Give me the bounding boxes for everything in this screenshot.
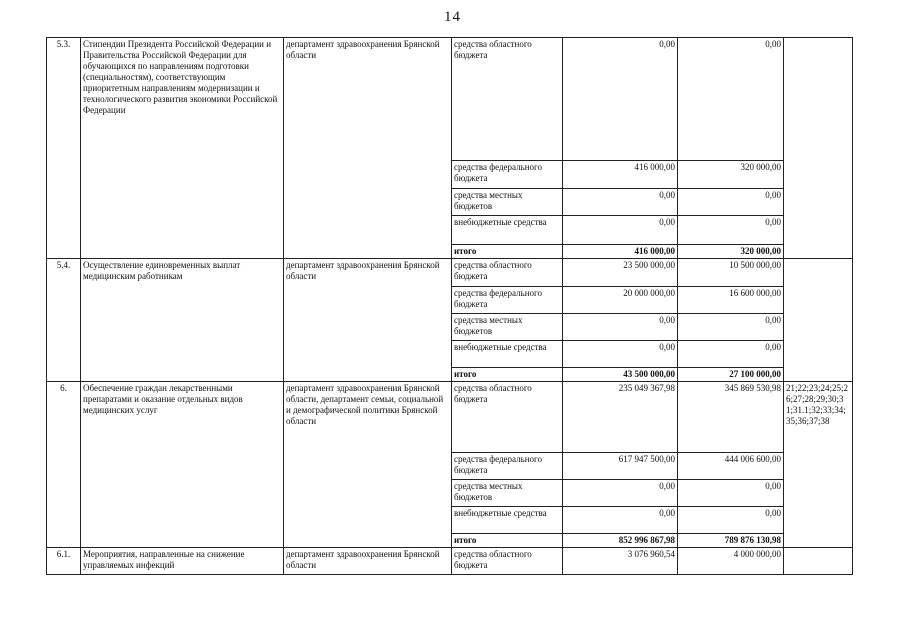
executor: департамент здравоохранения Брянской области	[284, 259, 452, 382]
funding-source: средства федерального бюджета	[452, 161, 563, 189]
amount-year-1-total: 43 500 000,00	[563, 368, 678, 382]
measure-name: Стипендии Президента Российской Федерации и Правительства Российской Федерации для обучающихся по направлениям подготовки (специальностям), соответствующим приоритетным направлениям модернизации и технологического развития экономики Российской Федерации	[81, 38, 284, 259]
amount-year-2-total: 320 000,00	[678, 245, 784, 259]
row-index: 6.	[47, 382, 81, 548]
amount-year-1: 20 000 000,00	[563, 287, 678, 314]
funding-source: внебюджетные средства	[452, 341, 563, 368]
funding-source: средства областного бюджета	[452, 382, 563, 453]
funding-source: внебюджетные средства	[452, 507, 563, 534]
amount-year-1: 0,00	[563, 216, 678, 245]
amount-year-2: 0,00	[678, 189, 784, 216]
amount-year-1: 23 500 000,00	[563, 259, 678, 287]
amount-year-1: 617 947 500,00	[563, 453, 678, 480]
page-number: 14	[444, 9, 461, 25]
amount-year-2: 345 869 530,98	[678, 382, 784, 453]
amount-year-2: 320 000,00	[678, 161, 784, 189]
amount-year-2: 0,00	[678, 314, 784, 341]
amount-year-1: 416 000,00	[563, 161, 678, 189]
amount-year-2: 0,00	[678, 341, 784, 368]
amount-year-1: 3 076 960,54	[563, 548, 678, 575]
indicator-numbers: 21;22;23;24;25;26;27;28;29;30;31;31.1;32;33;34;35;36;37;38	[784, 382, 853, 548]
funding-source-total: итого	[452, 368, 563, 382]
amount-year-1: 0,00	[563, 341, 678, 368]
amount-year-2: 10 500 000,00	[678, 259, 784, 287]
amount-year-1: 0,00	[563, 38, 678, 161]
measure-name: Обеспечение граждан лекарственными препаратами и оказание отдельных видов медицинских услуг	[81, 382, 284, 548]
amount-year-1: 235 049 367,98	[563, 382, 678, 453]
funding-source: средства федерального бюджета	[452, 453, 563, 480]
amount-year-1-total: 416 000,00	[563, 245, 678, 259]
funding-source-total: итого	[452, 245, 563, 259]
amount-year-2: 4 000 000,00	[678, 548, 784, 575]
amount-year-1: 0,00	[563, 189, 678, 216]
measure-name: Осуществление единовременных выплат медицинским работникам	[81, 259, 284, 382]
amount-year-1-total: 852 996 867,98	[563, 534, 678, 548]
table-row	[47, 382, 853, 453]
table-row	[47, 38, 853, 161]
amount-year-2: 444 006 600,00	[678, 453, 784, 480]
executor: департамент здравоохранения Брянской области	[284, 548, 452, 575]
executor: департамент здравоохранения Брянской области, департамент семьи, социальной и демографической политики Брянской области	[284, 382, 452, 548]
funding-source: средства местных бюджетов	[452, 314, 563, 341]
funding-source: средства областного бюджета	[452, 38, 563, 161]
amount-year-1: 0,00	[563, 507, 678, 534]
budget-table	[46, 37, 853, 575]
row-index: 6.1.	[47, 548, 81, 575]
amount-year-2: 0,00	[678, 216, 784, 245]
indicator-numbers	[784, 38, 853, 259]
funding-source: средства областного бюджета	[452, 259, 563, 287]
measure-name: Мероприятия, направленные на снижение управляемых инфекций	[81, 548, 284, 575]
indicator-numbers	[784, 548, 853, 575]
indicator-numbers	[784, 259, 853, 382]
funding-source: внебюджетные средства	[452, 216, 563, 245]
amount-year-1: 0,00	[563, 314, 678, 341]
amount-year-1: 0,00	[563, 480, 678, 507]
row-index: 5.3.	[47, 38, 81, 259]
amount-year-2-total: 789 876 130,98	[678, 534, 784, 548]
funding-source: средства федерального бюджета	[452, 287, 563, 314]
funding-source-total: итого	[452, 534, 563, 548]
amount-year-2: 0,00	[678, 480, 784, 507]
executor: департамент здравоохранения Брянской области	[284, 38, 452, 259]
funding-source: средства местных бюджетов	[452, 480, 563, 507]
amount-year-2: 16 600 000,00	[678, 287, 784, 314]
amount-year-2-total: 27 100 000,00	[678, 368, 784, 382]
funding-source: средства местных бюджетов	[452, 189, 563, 216]
amount-year-2: 0,00	[678, 507, 784, 534]
table-row	[47, 548, 853, 575]
table-row	[47, 259, 853, 287]
row-index: 5.4.	[47, 259, 81, 382]
funding-source: средства областного бюджета	[452, 548, 563, 575]
amount-year-2: 0,00	[678, 38, 784, 161]
